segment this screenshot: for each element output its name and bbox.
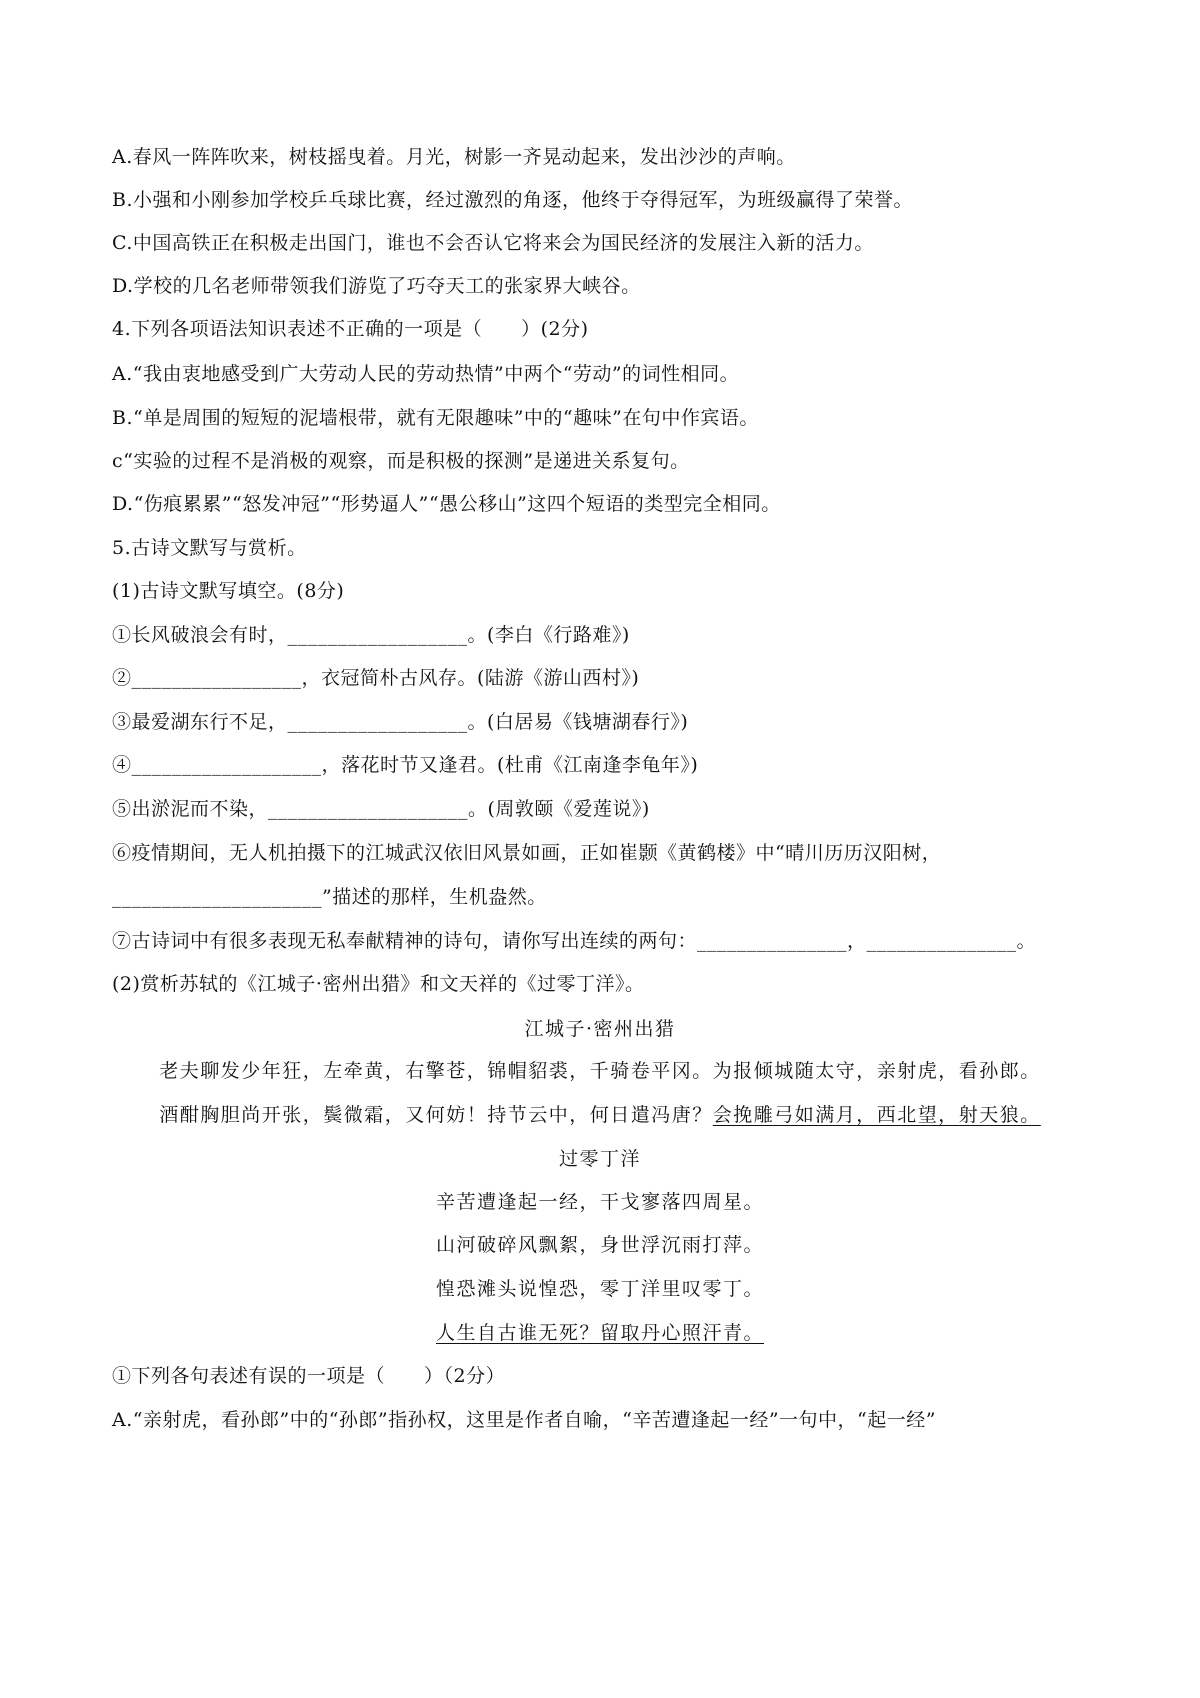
q4-stem: 4.下列各项语法知识表述不正确的一项是（ ）(2分) <box>112 318 589 340</box>
q3-option-d: D.学校的几名老师带领我们游览了巧夺天工的张家界大峡谷。 <box>112 275 641 297</box>
sub1-stem: ①下列各句表述有误的一项是（ ）（2分） <box>112 1365 506 1387</box>
fill-blank-2: ②_________________，衣冠简朴古风存。(陆游《游山西村》) <box>112 667 640 689</box>
q5-part2-stem: (2)赏析苏轼的《江城子·密州出猎》和文天祥的《过零丁洋》。 <box>112 973 645 995</box>
poem1-line2-underlined: 会挽雕弓如满月，西北望，射天狼。 <box>712 1104 1041 1126</box>
poem2-line2: 山河破碎风飘絮，身世浮沉雨打萍。 <box>435 1234 764 1256</box>
poem2-line4 <box>0 1320 1200 1346</box>
poem2-line4-underlined: 人生自古谁无死？留取丹心照汗青。 <box>435 1322 764 1344</box>
fill-blank-1: ①长风破浪会有时，__________________。(李白《行路难》) <box>112 624 630 646</box>
q3-option-a: A.春风一阵阵吹来，树枝摇曳着。月光，树影一齐晃动起来，发出沙沙的声响。 <box>112 146 796 168</box>
fill-blank-6-line2: _____________________”描述的那样，生机盎然。 <box>112 886 547 908</box>
fill-blank-4: ④___________________，落花时节又逢君。(杜甫《江南逢李龟年》) <box>112 754 699 776</box>
poem1-line2-text: 酒酣胸胆尚开张，鬓微霜，又何妨！持节云中，何日遣冯唐？ <box>159 1104 713 1126</box>
fill-blank-3: ③最爱湖东行不足，__________________。(白居易《钱塘湖春行》) <box>112 711 689 733</box>
poem2-line1: 辛苦遭逢起一经，干戈寥落四周星。 <box>435 1191 764 1213</box>
fill-blank-7: ⑦古诗词中有很多表现无私奉献精神的诗句，请你写出连续的两句：_______________，_______________。 <box>112 930 1037 952</box>
q4-option-d: D.“伤痕累累”“怒发冲冠”“形势逼人”“愚公移山”这四个短语的类型完全相同。 <box>112 493 781 515</box>
q4-option-b: B.“单是周围的短短的泥墙根带，就有无限趣味”中的“趣味”在句中作宾语。 <box>112 407 759 429</box>
poem1-line2 <box>0 1102 1200 1128</box>
q4-option-c: c“实验的过程不是消极的观察，而是积极的探测”是递进关系复句。 <box>112 450 690 472</box>
poem1-title: 江城子·密州出猎 <box>524 1018 676 1040</box>
q3-option-c: C.中国高铁正在积极走出国门，谁也不会否认它将来会为国民经济的发展注入新的活力。 <box>112 232 874 254</box>
q5-part1-stem: (1)古诗文默写填空。(8分) <box>112 580 345 602</box>
sub1-option-a: A.“亲射虎，看孙郎”中的“孙郎”指孙权，这里是作者自喻，“辛苦遭逢起一经”一句中，“起一经” <box>112 1409 936 1431</box>
fill-blank-5: ⑤出淤泥而不染，____________________。(周敦颐《爱莲说》) <box>112 798 650 820</box>
poem2-title: 过零丁洋 <box>558 1148 641 1170</box>
q4-option-a: A.“我由衷地感受到广大劳动人民的劳动热情”中两个“劳动”的词性相同。 <box>112 363 740 385</box>
fill-blank-6-line1: ⑥疫情期间，无人机拍摄下的江城武汉依旧风景如画，正如崔颢《黄鹤楼》中“晴川历历汉阳树， <box>112 842 942 864</box>
poem2-line3: 惶恐滩头说惶恐，零丁洋里叹零丁。 <box>435 1278 764 1300</box>
q5-stem: 5.古诗文默写与赏析。 <box>112 537 307 559</box>
q3-option-b: B.小强和小刚参加学校乒乓球比赛，经过激烈的角逐，他终于夺得冠军，为班级赢得了荣誉。 <box>112 189 914 211</box>
poem1-line1: 老夫聊发少年狂，左牵黄，右擎苍，锦帽貂裘，千骑卷平冈。为报倾城随太守，亲射虎，看孙郎。 <box>159 1060 1041 1082</box>
